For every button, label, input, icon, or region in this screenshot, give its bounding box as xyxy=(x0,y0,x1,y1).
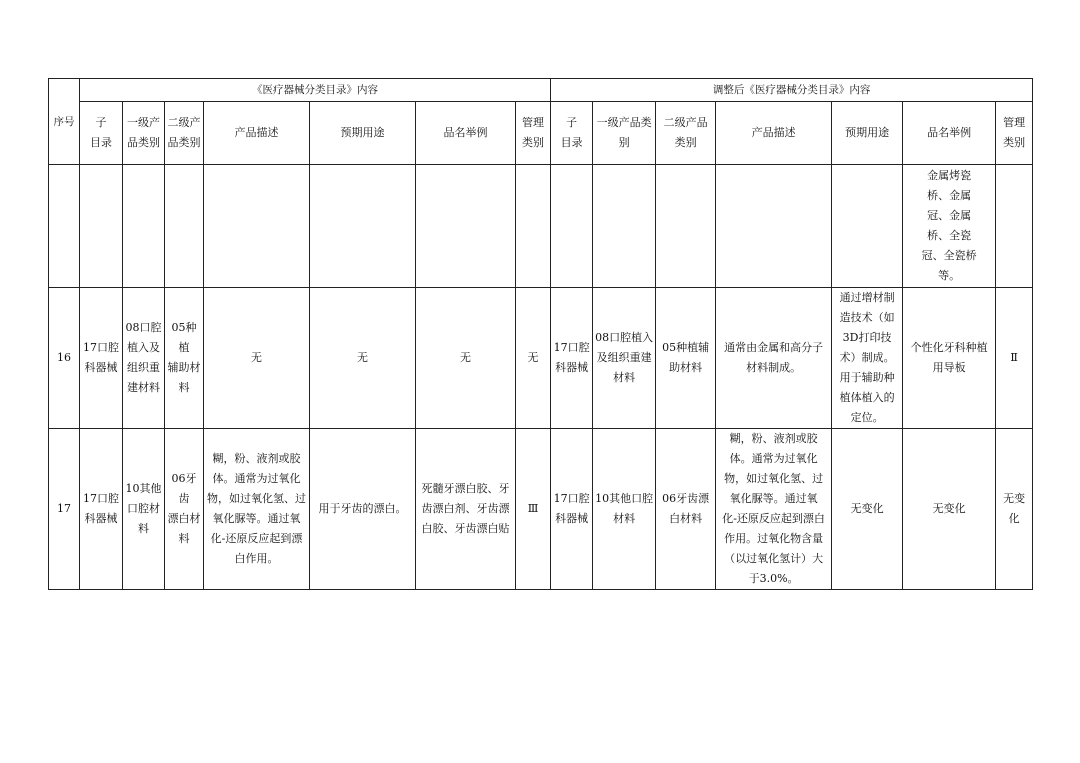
header-original-intended-use: 预期用途 xyxy=(310,102,416,165)
table-row xyxy=(49,288,1033,429)
original-primary-category-cell: 10其他 口腔材 料 xyxy=(123,429,165,590)
header-original-group: 《医疗器械分类目录》内容 xyxy=(80,79,551,102)
header-adjusted-product-examples: 品名举例 xyxy=(903,102,996,165)
adjusted-primary-category-cell: 08口腔植入 及组织重建 材料 xyxy=(593,288,656,429)
adjusted-secondary-category-cell: 05种植辅 助材料 xyxy=(656,288,716,429)
header-adjusted-management-class: 管理 类别 xyxy=(996,102,1033,165)
original-product-examples-cell xyxy=(416,165,516,288)
table-row xyxy=(49,165,1033,288)
original-management-class-cell: Ⅲ xyxy=(516,429,551,590)
adjusted-product-examples-cell: 个性化牙科种植 用导板 xyxy=(903,288,996,429)
adjusted-product-examples-cell: 无变化 xyxy=(903,429,996,590)
original-secondary-category-cell: 06牙齿 漂白材 料 xyxy=(165,429,204,590)
original-product-description-cell: 无 xyxy=(204,288,310,429)
header-adjusted-product-description: 产品描述 xyxy=(716,102,832,165)
adjusted-intended-use-cell xyxy=(832,165,903,288)
adjusted-intended-use-cell: 通过增材制 造技术（如 3D打印技 术）制成。 用于辅助种 植体植入的 定位。 xyxy=(832,288,903,429)
original-sub-catalog-cell: 17口腔 科器械 xyxy=(80,429,123,590)
header-adjusted-sub-catalog: 子 目录 xyxy=(551,102,593,165)
header-adjusted-secondary-category: 二级产品 类别 xyxy=(656,102,716,165)
adjusted-sub-catalog-cell: 17口腔 科器械 xyxy=(551,429,593,590)
adjusted-management-class-cell xyxy=(996,165,1033,288)
catalog-adjustment-table xyxy=(48,78,1033,590)
original-product-description-cell xyxy=(204,165,310,288)
original-management-class-cell: 无 xyxy=(516,288,551,429)
adjusted-primary-category-cell xyxy=(593,165,656,288)
header-original-secondary-category: 二级产 品类别 xyxy=(165,102,204,165)
adjusted-intended-use-cell: 无变化 xyxy=(832,429,903,590)
adjusted-management-class-cell: Ⅱ xyxy=(996,288,1033,429)
adjusted-management-class-cell: 无变 化 xyxy=(996,429,1033,590)
original-management-class-cell xyxy=(516,165,551,288)
original-intended-use-cell: 无 xyxy=(310,288,416,429)
header-original-sub-catalog: 子 目录 xyxy=(80,102,123,165)
original-sub-catalog-cell: 17口腔 科器械 xyxy=(80,288,123,429)
original-product-examples-cell: 无 xyxy=(416,288,516,429)
header-original-management-class: 管理 类别 xyxy=(516,102,551,165)
adjusted-product-description-cell xyxy=(716,165,832,288)
header-seq: 序号 xyxy=(49,79,80,165)
row-seq: 17 xyxy=(49,429,80,590)
original-primary-category-cell xyxy=(123,165,165,288)
adjusted-sub-catalog-cell xyxy=(551,165,593,288)
header-original-primary-category: 一级产 品类别 xyxy=(123,102,165,165)
original-primary-category-cell: 08口腔 植入及 组织重 建材料 xyxy=(123,288,165,429)
header-adjusted-primary-category: 一级产品类 别 xyxy=(593,102,656,165)
original-product-description-cell: 糊，粉、液剂或胶 体。通常为过氧化 物，如过氧化氢、过 氧化脲等。通过氧 化-还原反应起到漂 白作用。 xyxy=(204,429,310,590)
original-intended-use-cell: 用于牙齿的漂白。 xyxy=(310,429,416,590)
adjusted-sub-catalog-cell: 17口腔 科器械 xyxy=(551,288,593,429)
header-original-product-examples: 品名举例 xyxy=(416,102,516,165)
adjusted-product-description-cell: 糊，粉、液剂或胶 体。通常为过氧化 物，如过氧化氢、过 氧化脲等。通过氧 化-还原反应起到漂白 作用。过氧化物含量 （以过氧化氢计）大 于3.0%。 xyxy=(716,429,832,590)
original-intended-use-cell xyxy=(310,165,416,288)
adjusted-product-examples-cell: 金属烤瓷 桥、金属 冠、金属 桥、全瓷 冠、全瓷桥 等。 xyxy=(903,165,996,288)
table-row xyxy=(49,429,1033,590)
adjusted-primary-category-cell: 10其他口腔 材料 xyxy=(593,429,656,590)
original-secondary-category-cell xyxy=(165,165,204,288)
header-group-row xyxy=(49,79,1033,102)
original-sub-catalog-cell xyxy=(80,165,123,288)
header-adjusted-group: 调整后《医疗器械分类目录》内容 xyxy=(551,79,1033,102)
header-original-product-description: 产品描述 xyxy=(204,102,310,165)
adjusted-secondary-category-cell xyxy=(656,165,716,288)
original-product-examples-cell: 死髓牙漂白胶、牙 齿漂白剂、牙齿漂 白胶、牙齿漂白贴 xyxy=(416,429,516,590)
header-columns-row xyxy=(49,102,1033,165)
header-adjusted-intended-use: 预期用途 xyxy=(832,102,903,165)
original-secondary-category-cell: 05种植 辅助材 料 xyxy=(165,288,204,429)
adjusted-product-description-cell: 通常由金属和高分子 材料制成。 xyxy=(716,288,832,429)
adjusted-secondary-category-cell: 06牙齿漂 白材料 xyxy=(656,429,716,590)
row-seq: 16 xyxy=(49,288,80,429)
row-seq xyxy=(49,165,80,288)
